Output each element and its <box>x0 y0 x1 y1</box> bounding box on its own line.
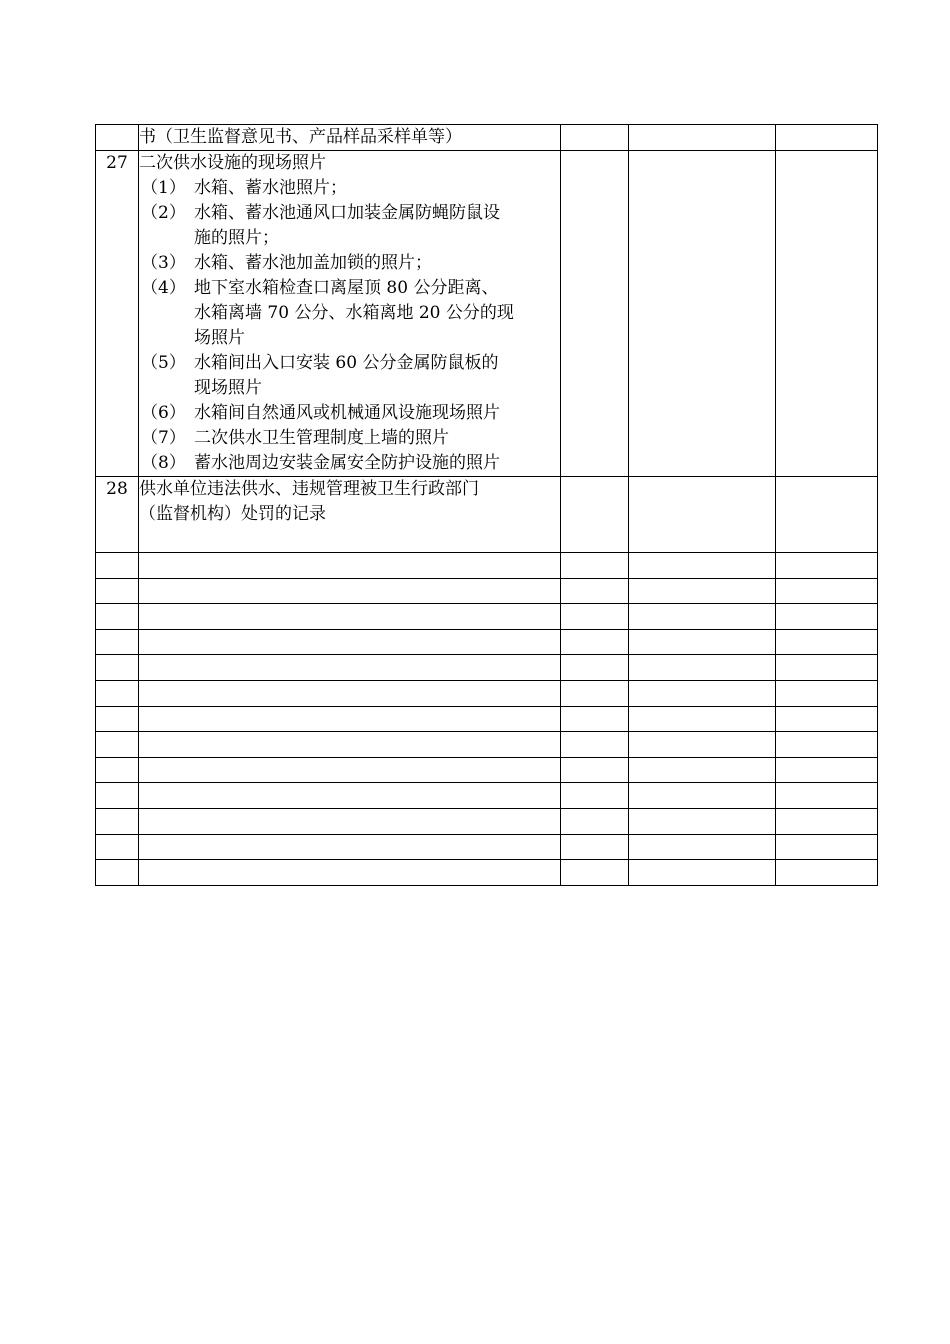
blank-cell <box>96 706 139 732</box>
table-row-empty <box>96 578 878 604</box>
blank-cell <box>561 783 629 809</box>
blank-cell <box>776 783 878 809</box>
blank-cell <box>96 629 139 655</box>
blank-cell <box>96 757 139 783</box>
item-text-line: 水箱间出入口安装 60 公分金属防鼠板的 <box>194 353 499 373</box>
item-marker: （4） <box>141 278 186 298</box>
item-text <box>194 276 514 351</box>
continued-text: 书（卫生监督意见书、产品样品采样单等） <box>139 127 462 147</box>
item-text-line: 水箱离墙 70 公分、水箱离地 20 公分的现 <box>194 303 514 323</box>
item-marker: （2） <box>141 203 186 223</box>
row27-item <box>139 451 560 476</box>
table-row-27 <box>96 151 878 477</box>
blank-cell <box>139 732 561 758</box>
item-text-line: 二次供水卫生管理制度上墙的照片 <box>194 428 449 448</box>
blank-cell <box>629 834 776 860</box>
blank-cell <box>96 834 139 860</box>
checklist-table <box>95 124 878 886</box>
blank-cell <box>629 680 776 706</box>
blank-cell <box>561 680 629 706</box>
content-cell <box>139 125 561 151</box>
blank-cell <box>776 834 878 860</box>
blank-cell <box>776 477 878 553</box>
table-row-28 <box>96 477 878 553</box>
blank-cell <box>139 604 561 630</box>
row28-line-2: （监督机构）处罚的记录 <box>139 504 326 524</box>
item-text <box>194 401 500 426</box>
table-row-empty <box>96 706 878 732</box>
blank-cell <box>776 553 878 579</box>
blank-cell <box>96 604 139 630</box>
table-row-empty <box>96 604 878 630</box>
blank-cell <box>139 706 561 732</box>
blank-cell <box>561 732 629 758</box>
item-text-line: 水箱、蓄水池加盖加锁的照片； <box>194 253 432 273</box>
table-row-empty <box>96 860 878 886</box>
item-text-line: 现场照片 <box>194 378 262 398</box>
row27-item <box>139 251 560 276</box>
row27-item <box>139 276 560 351</box>
item-marker: （8） <box>141 453 186 473</box>
item-text-line: 水箱间自然通风或机械通风设施现场照片 <box>194 403 500 423</box>
blank-cell <box>561 629 629 655</box>
blank-cell <box>629 783 776 809</box>
row27-item <box>139 426 560 451</box>
blank-cell <box>139 655 561 681</box>
item-text <box>194 201 500 251</box>
blank-cell <box>776 151 878 477</box>
row-number-cell: 28 <box>96 477 139 553</box>
row27-item <box>139 176 560 201</box>
table-row-empty <box>96 757 878 783</box>
table-row-empty <box>96 808 878 834</box>
item-text <box>194 351 498 401</box>
blank-cell <box>561 834 629 860</box>
blank-cell <box>96 732 139 758</box>
blank-cell <box>96 553 139 579</box>
blank-cell <box>561 125 629 151</box>
blank-cell <box>139 553 561 579</box>
blank-cell <box>139 834 561 860</box>
blank-cell <box>776 604 878 630</box>
blank-cell <box>139 629 561 655</box>
blank-cell <box>629 629 776 655</box>
blank-cell <box>96 808 139 834</box>
blank-cell <box>629 808 776 834</box>
row27-item-list <box>139 176 560 476</box>
blank-cell <box>629 860 776 886</box>
blank-cell <box>776 125 878 151</box>
row-number-cell: 27 <box>96 151 139 477</box>
table-row-empty <box>96 834 878 860</box>
item-text <box>194 451 500 476</box>
blank-cell <box>776 757 878 783</box>
blank-cell <box>561 553 629 579</box>
item-text <box>194 251 432 276</box>
table-row-empty <box>96 732 878 758</box>
item-text-line: 水箱、蓄水池照片； <box>194 178 347 198</box>
blank-cell <box>776 706 878 732</box>
item-text-line: 蓄水池周边安装金属安全防护设施的照片 <box>194 453 500 473</box>
blank-cell <box>629 151 776 477</box>
blank-cell <box>561 604 629 630</box>
blank-cell <box>561 808 629 834</box>
blank-cell <box>561 757 629 783</box>
blank-cell <box>629 553 776 579</box>
blank-cell <box>776 680 878 706</box>
content-cell <box>139 477 561 553</box>
blank-cell <box>629 732 776 758</box>
item-text-line: 地下室水箱检查口离屋顶 80 公分距离、 <box>194 278 499 298</box>
item-text <box>194 426 449 451</box>
row-number-cell <box>96 125 139 151</box>
item-text-line: 施的照片； <box>194 228 279 248</box>
item-text-line: 场照片 <box>194 328 245 348</box>
content-cell <box>139 151 561 477</box>
item-marker: （5） <box>141 353 186 373</box>
table-row-empty <box>96 783 878 809</box>
item-marker: （3） <box>141 253 186 273</box>
blank-cell <box>96 578 139 604</box>
table-row-empty <box>96 680 878 706</box>
blank-cell <box>629 757 776 783</box>
blank-cell <box>629 604 776 630</box>
row27-item <box>139 401 560 426</box>
blank-cell <box>629 655 776 681</box>
blank-cell <box>776 860 878 886</box>
blank-cell <box>561 151 629 477</box>
table-body <box>96 125 878 886</box>
row28-line-1: 供水单位违法供水、违规管理被卫生行政部门 <box>139 479 479 499</box>
blank-cell <box>139 757 561 783</box>
blank-cell <box>139 860 561 886</box>
row27-item <box>139 351 560 401</box>
table-row-continued <box>96 125 878 151</box>
table-row-empty <box>96 655 878 681</box>
blank-cell <box>629 125 776 151</box>
table-row-empty <box>96 629 878 655</box>
item-marker: （7） <box>141 428 186 448</box>
blank-cell <box>139 680 561 706</box>
table-row-empty <box>96 553 878 579</box>
blank-cell <box>561 655 629 681</box>
item-text-line: 水箱、蓄水池通风口加装金属防蝇防鼠设 <box>194 203 500 223</box>
blank-cell <box>561 578 629 604</box>
blank-cell <box>139 578 561 604</box>
blank-cell <box>139 808 561 834</box>
item-marker: （6） <box>141 403 186 423</box>
blank-cell <box>776 629 878 655</box>
blank-cell <box>561 860 629 886</box>
row27-title: 二次供水设施的现场照片 <box>139 153 326 173</box>
blank-cell <box>776 578 878 604</box>
blank-cell <box>629 706 776 732</box>
blank-cell <box>561 477 629 553</box>
blank-cell <box>561 706 629 732</box>
blank-cell <box>96 680 139 706</box>
blank-cell <box>96 783 139 809</box>
blank-cell <box>776 655 878 681</box>
item-text <box>194 176 347 201</box>
blank-cell <box>776 808 878 834</box>
blank-cell <box>96 860 139 886</box>
item-marker: （1） <box>141 178 186 198</box>
blank-cell <box>629 477 776 553</box>
blank-cell <box>139 783 561 809</box>
blank-cell <box>96 655 139 681</box>
row27-item <box>139 201 560 251</box>
blank-cell <box>629 578 776 604</box>
blank-cell <box>776 732 878 758</box>
